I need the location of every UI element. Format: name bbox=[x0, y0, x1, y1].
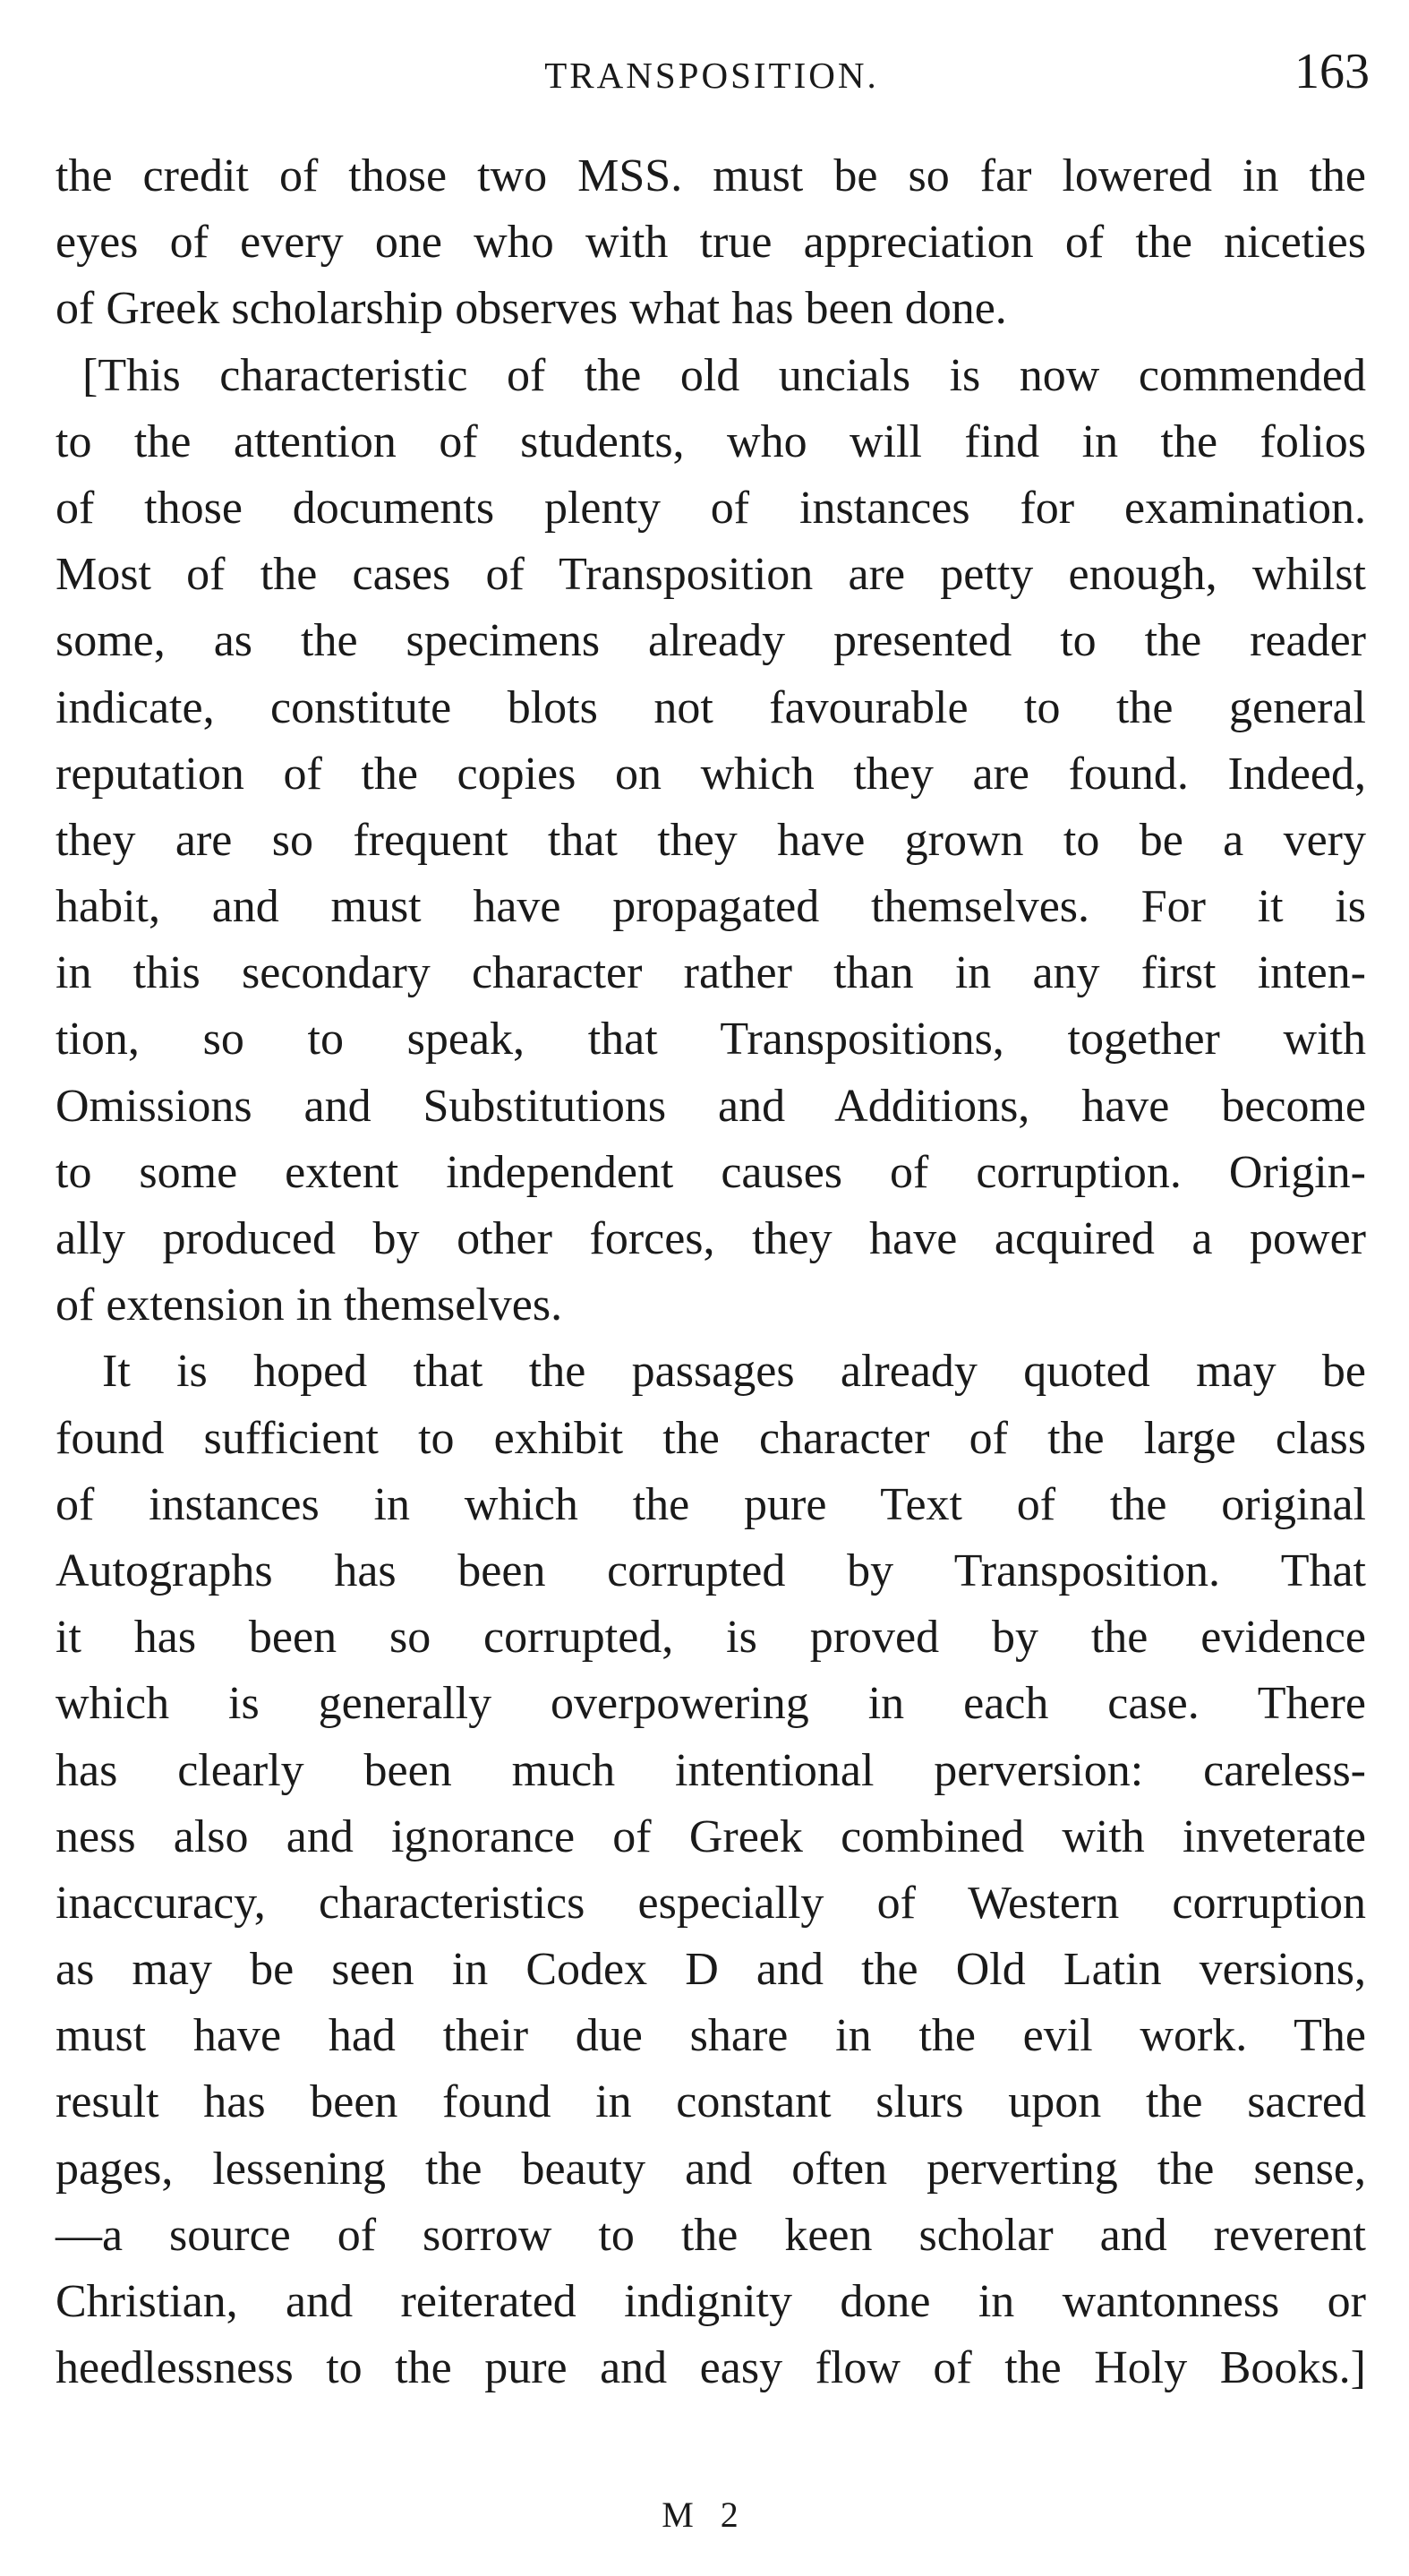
text-line: Most of the cases of Transposition are petty enough, whilst bbox=[56, 549, 1366, 601]
text-line: to some extent independent causes of corruption. Origin- bbox=[56, 1146, 1366, 1198]
text-line: [This characteristic of the old uncials is now commended bbox=[82, 349, 1366, 401]
signature-mark: M 2 bbox=[662, 2495, 747, 2535]
text-line: indicate, constitute blots not favourable to the general bbox=[56, 681, 1366, 733]
text-line: Omissions and Substitutions and Additions, have become bbox=[56, 1080, 1366, 1132]
text-line: heedlessness to the pure and easy flow of the Holy Books.] bbox=[56, 2342, 1366, 2394]
text-line: eyes of every one who with true appreciation of the niceties bbox=[56, 217, 1366, 269]
text-line: found sufficient to exhibit the character of the large class bbox=[56, 1412, 1366, 1464]
text-line: of instances in which the pure Text of the original bbox=[56, 1478, 1366, 1530]
paragraph-2 bbox=[56, 343, 1366, 1339]
text-line: some, as the specimens already presented to the reader bbox=[56, 615, 1366, 667]
text-line: must have had their due share in the evil work. The bbox=[56, 2010, 1366, 2062]
text-line: in this secondary character rather than in any first inten- bbox=[56, 947, 1366, 999]
text-line: as may be seen in Codex D and the Old Latin versions, bbox=[56, 1944, 1366, 1996]
text-line: it has been so corrupted, is proved by the evidence bbox=[56, 1612, 1366, 1664]
running-title: TRANSPOSITION. bbox=[544, 55, 879, 96]
text-line: they are so frequent that they have grown to be a very bbox=[56, 814, 1366, 866]
text-line: reputation of the copies on which they are found. Indeed, bbox=[56, 748, 1366, 800]
text-line: tion, so to speak, that Transpositions, together with bbox=[56, 1014, 1366, 1065]
text-line: ally produced by other forces, they have acquired a power bbox=[56, 1213, 1366, 1264]
text-line: ness also and ignorance of Greek combined with inveterate bbox=[56, 1810, 1366, 1862]
text-line: which is generally overpowering in each case. There bbox=[56, 1678, 1366, 1730]
page-number: 163 bbox=[1294, 44, 1370, 99]
paragraph-3 bbox=[56, 1339, 1366, 2401]
text-line: habit, and must have propagated themselves. For it is bbox=[56, 881, 1366, 933]
text-line: of extension in themselves. bbox=[56, 1279, 563, 1331]
text-line: to the attention of students, who will find in the folios bbox=[56, 415, 1366, 467]
text-line: Autographs has been corrupted by Transposition. That bbox=[56, 1545, 1366, 1596]
text-line: of Greek scholarship observes what has been done. bbox=[56, 283, 1007, 335]
text-line: of those documents plenty of instances for examination. bbox=[56, 482, 1366, 534]
paragraph-1 bbox=[56, 143, 1366, 343]
text-line: result has been found in constant slurs upon the sacred bbox=[56, 2076, 1366, 2128]
body-text bbox=[56, 143, 1366, 2401]
text-line: —a source of sorrow to the keen scholar and reverent bbox=[56, 2209, 1366, 2261]
running-head bbox=[54, 44, 1370, 100]
text-line: It is hoped that the passages already quoted may be bbox=[102, 1346, 1366, 1398]
text-line: has clearly been much intentional perversion: careless- bbox=[56, 1744, 1366, 1796]
text-line: inaccuracy, characteristics especially of Western corruption bbox=[56, 1877, 1366, 1929]
text-line: pages, lessening the beauty and often perverting the sense, bbox=[56, 2143, 1366, 2195]
text-line: the credit of those two MSS. must be so far lowered in the bbox=[56, 150, 1366, 201]
text-line: Christian, and reiterated indignity done in wantonness or bbox=[56, 2276, 1366, 2327]
